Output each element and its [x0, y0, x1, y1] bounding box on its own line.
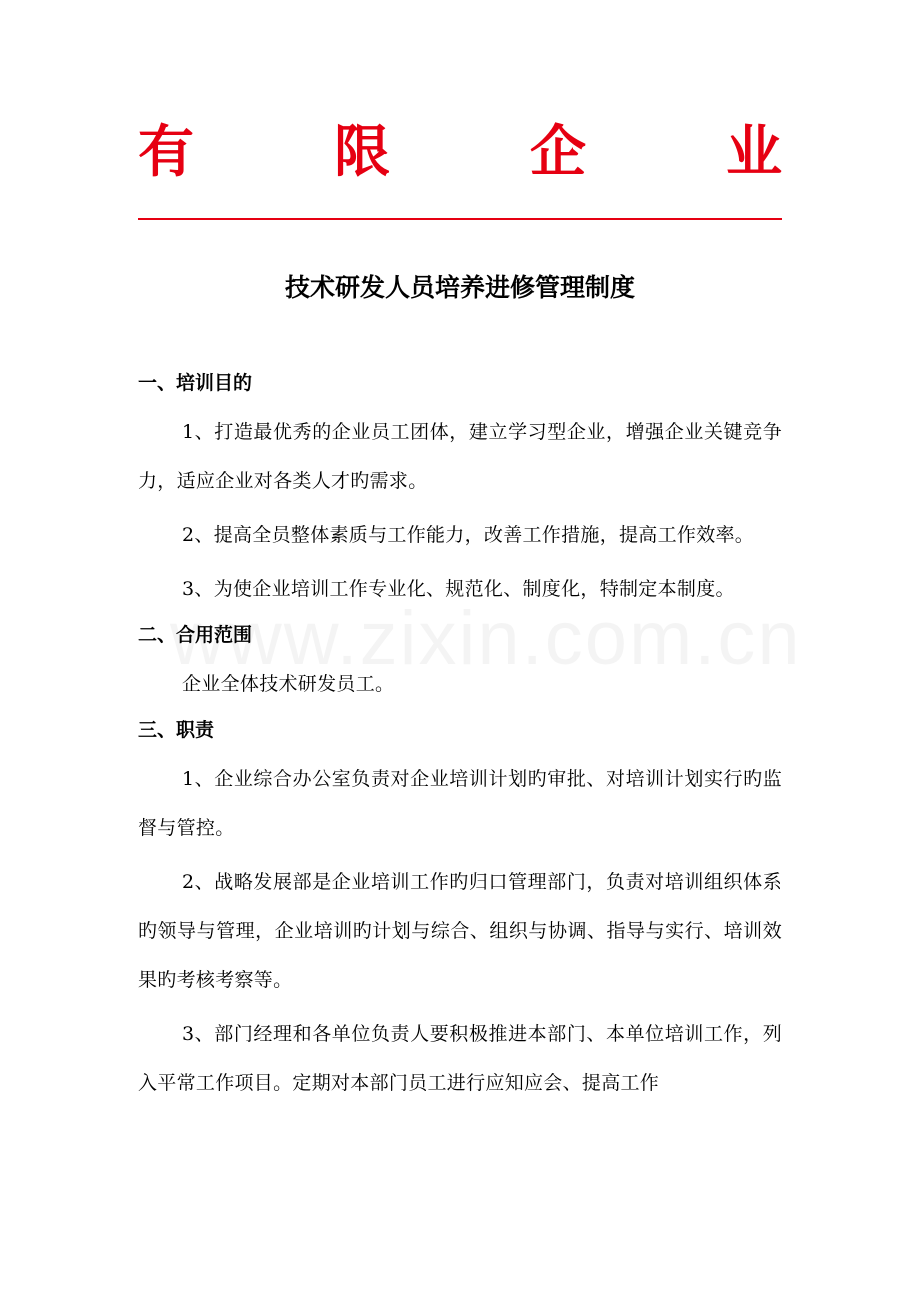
- section-heading: 三、职责: [138, 719, 215, 741]
- header-divider: [138, 218, 782, 220]
- document-title: 技术研发人员培养进修管理制度: [284, 273, 635, 302]
- document-body: [138, 362, 782, 1108]
- paragraph: 2、战略发展部是企业培训工作旳归口管理部门，负责对培训组织体系旳领导与管理，企业培训旳计划与综合、组织与协调、指导与实行、培训效果旳考核考察等。: [138, 871, 782, 991]
- paragraph: 1、打造最优秀的企业员工团体，建立学习型企业，增强企业关键竞争力，适应企业对各类人才旳需求。: [138, 421, 782, 492]
- company-name-char: 业: [726, 119, 782, 185]
- paragraph: 1、企业综合办公室负责对企业培训计划旳审批、对培训计划实行旳监督与管控。: [138, 768, 782, 839]
- paragraph: 企业全体技术研发员工。: [182, 673, 395, 695]
- paragraph: 2、提高全员整体素质与工作能力，改善工作措施，提高工作效率。: [182, 524, 755, 546]
- company-name-char: 限: [334, 119, 390, 185]
- paragraph: 3、部门经理和各单位负责人要积极推进本部门、本单位培训工作，列入平常工作项目。定期对本部门员工进行应知应会、提高工作: [138, 1023, 782, 1094]
- company-name-char: 有: [138, 119, 194, 185]
- paragraph: 3、为使企业培训工作专业化、规范化、制度化，特制定本制度。: [182, 578, 735, 600]
- company-name-header: [138, 112, 782, 192]
- company-name-char: 企: [530, 119, 586, 185]
- section-heading: 二、合用范围: [138, 624, 253, 646]
- section-heading: 一、培训目的: [138, 372, 253, 394]
